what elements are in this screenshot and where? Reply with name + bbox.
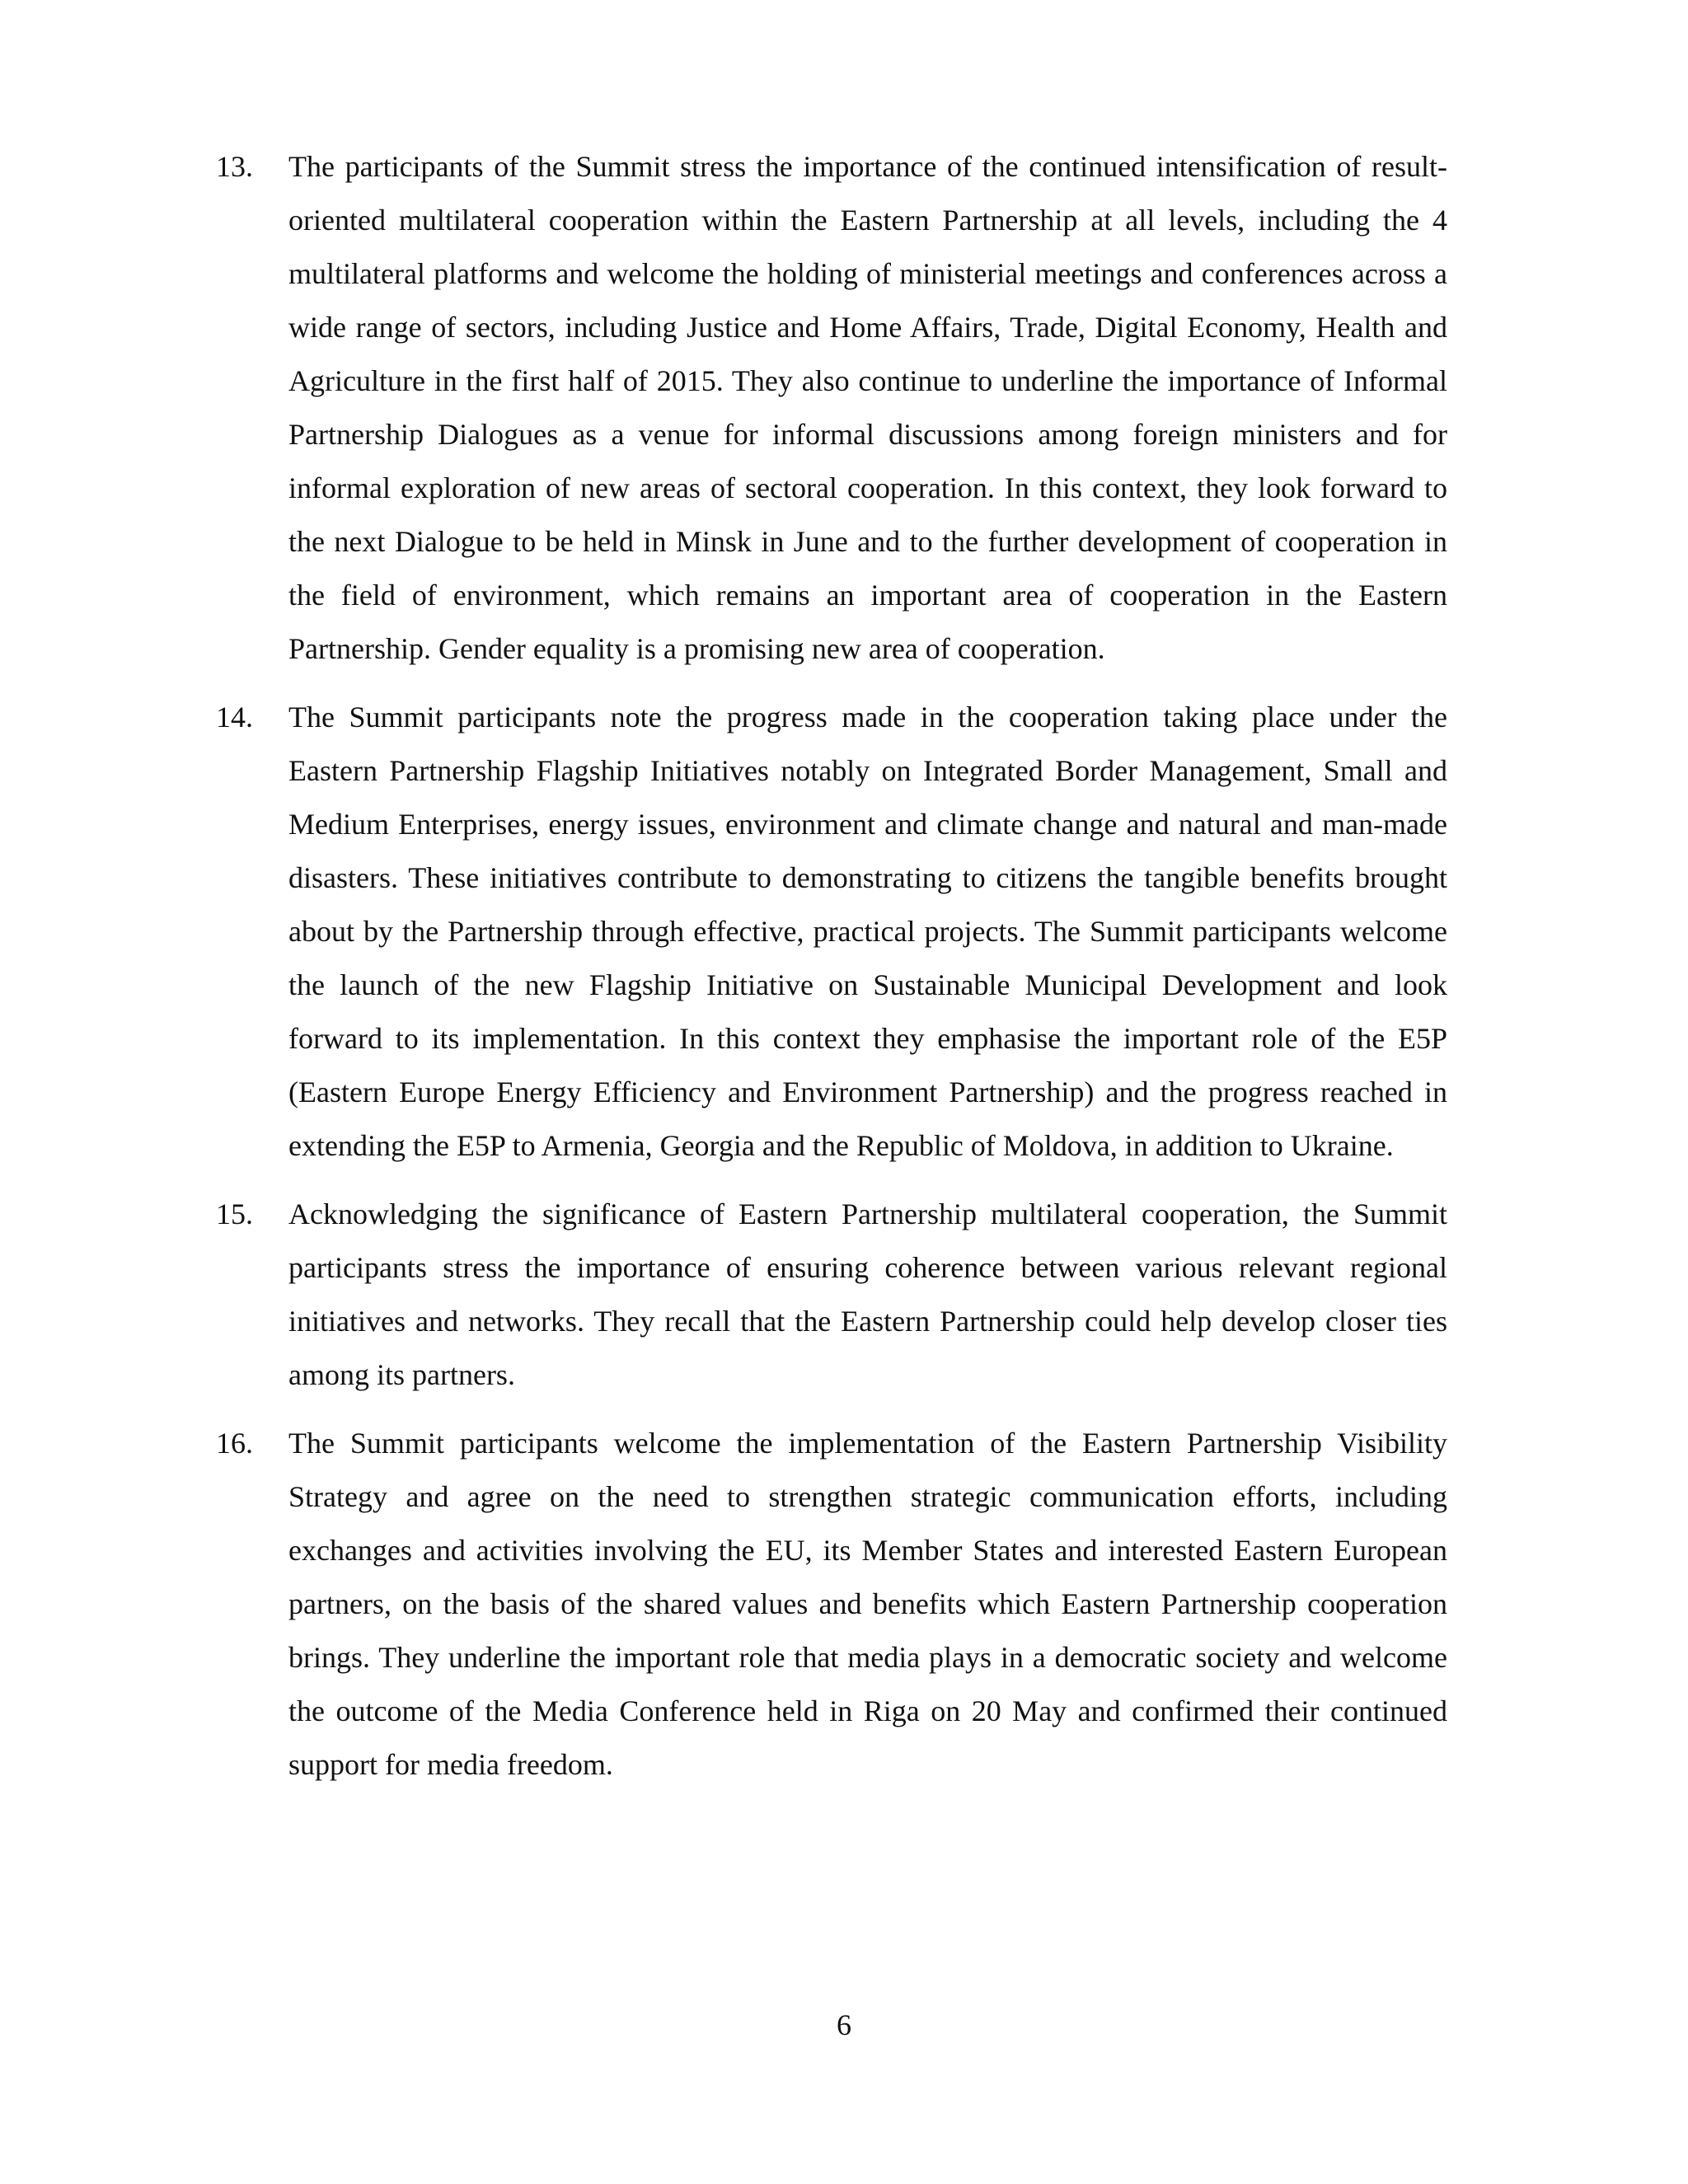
paragraph-text: The participants of the Summit stress the importance of the continued intensification of result-oriented multilateral cooperation within the Eastern Partnership at all levels, including the 4 multilateral platforms and welcome the holding of ministerial meetings and conferences across a wide range of sectors, including Justice and Home Affairs, Trade, Digital Economy, Health and Agriculture in the first half of 2015. They also continue to underline the importance of Informal Partnership Dialogues as a venue for informal discussions among foreign ministers and for informal exploration of new areas of sectoral cooperation. In this context, they look forward to the next Dialogue to be held in Minsk in June and to the further development of cooperation in the field of environment, which remains an important area of cooperation in the Eastern Partnership. Gender equality is a promising new area of cooperation. <box>288 150 1447 665</box>
paragraph-14 <box>216 691 1447 1173</box>
paragraph-text: The Summit participants welcome the implementation of the Eastern Partnership Visibility Strategy and agree on the need to strengthen strategic communication efforts, including exchanges and activities involving the EU, its Member States and interested Eastern European partners, on the basis of the shared values and benefits which Eastern Partnership cooperation brings. They underline the important role that media plays in a democratic society and welcome the outcome of the Media Conference held in Riga on 20 May and confirmed their continued support for media freedom. <box>288 1427 1447 1781</box>
paragraph-number: 15. <box>216 1197 253 1230</box>
paragraph-number: 16. <box>216 1427 253 1460</box>
paragraph-13 <box>216 140 1447 676</box>
paragraph-16 <box>216 1417 1447 1792</box>
paragraph-text: Acknowledging the significance of Eastern Partnership multilateral cooperation, the Summit participants stress the importance of ensuring coherence between various relevant regional initiatives and networks. They recall that the Eastern Partnership could help develop closer ties among its partners. <box>288 1197 1447 1391</box>
paragraph-number: 13. <box>216 150 253 183</box>
page-number: 6 <box>837 2008 851 2041</box>
numbered-paragraph-list <box>216 140 1447 1807</box>
paragraph-15 <box>216 1188 1447 1402</box>
paragraph-number: 14. <box>216 701 253 733</box>
paragraph-text: The Summit participants note the progress made in the cooperation taking place under the Eastern Partnership Flagship Initiatives notably on Integrated Border Management, Small and Medium Enterprises, energy issues, environment and climate change and natural and man-made disasters. These initiatives contribute to demonstrating to citizens the tangible benefits brought about by the Partnership through effective, practical projects. The Summit participants welcome the launch of the new Flagship Initiative on Sustainable Municipal Development and look forward to its implementation. In this context they emphasise the important role of the E5P (Eastern Europe Energy Efficiency and Environment Partnership) and the progress reached in extending the E5P to Armenia, Georgia and the Republic of Moldova, in addition to Ukraine. <box>288 701 1447 1162</box>
